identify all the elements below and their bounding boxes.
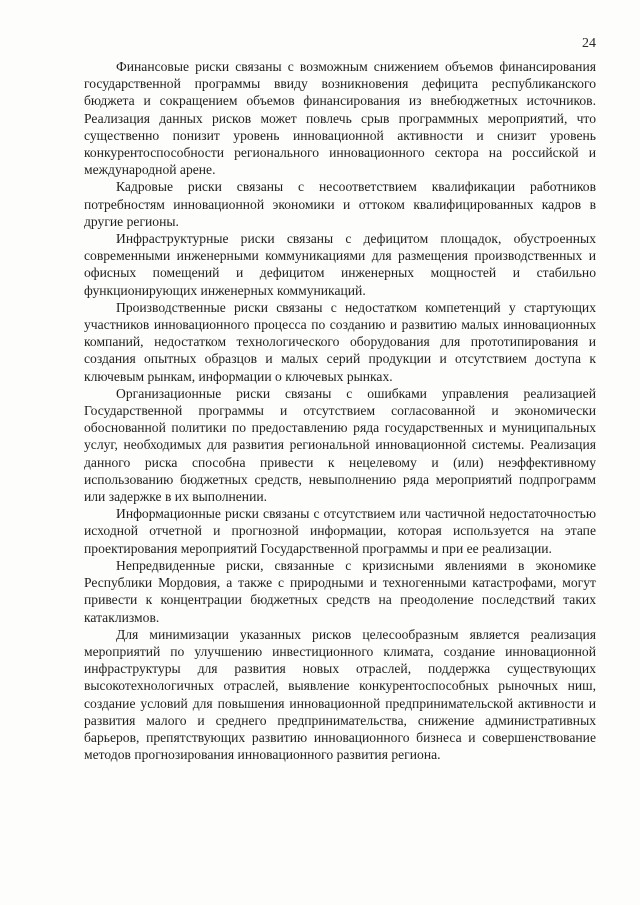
paragraph-personnel-risks: Кадровые риски связаны с несоответствием квалификации работников потребностям инновационной экономики и оттоком квалифицированных кадров в другие регионы. [84,179,596,229]
paragraph-unforeseen-risks: Непредвиденные риски, связанные с кризисными явлениями в экономике Республики Мордовия, а также с природными и техногенными катастрофами, могут привести к концентрации бюджетных средств на преодоление последствий таких катаклизмов. [84,557,596,625]
paragraph-financial-risks: Финансовые риски связаны с возможным снижением объемов финансирования государственной программы ввиду возникновения дефицита республиканского бюджета и сокращением объемов финансирования из внебюджетных источников. Реализация данных рисков может повлечь срыв программных мероприятий, что существенно понизит уровень инновационной активности и снизит уровень конкурентоспособности регионального инновационного сектора на российской и международной арене. [84,59,596,178]
paragraph-risk-mitigation: Для минимизации указанных рисков целесообразным является реализация мероприятий по улучшению инвестиционного климата, создание инновационной инфраструктуры для развития новых отраслей, поддержка существующих высокотехнологичных отраслей, выявление конкурентоспособных рыночных ниш, создание условий для повышения инновационной предпринимательской активности и развития малого и среднего предпринимательства, снижение административных барьеров, препятствующих развитию инновационного бизнеса и совершенствование методов прогнозирования инновационного развития региона. [84,626,596,763]
paragraph-information-risks: Информационные риски связаны с отсутствием или частичной недостаточностью исходной отчетной и прогнозной информации, которая используется на этапе проектирования мероприятий Государственной программы и при ее реализации. [84,506,596,556]
paragraph-production-risks: Производственные риски связаны с недостатком компетенций у стартующих участников инновационного процесса по созданию и развитию малых инновационных компаний, недостатком технологического оборудования для прототипирования и создания опытных образцов и малых серий продукции и отсутствием доступа к ключевым рынкам, информации о ключевых рынках. [84,299,596,384]
paragraph-infrastructure-risks: Инфраструктурные риски связаны с дефицитом площадок, обустроенных современными инженерными коммуникациями для размещения производственных и офисных помещений и дефицитом инженерных мощностей и стабильно функционирующих инженерных коммуникаций. [84,231,596,298]
paragraph-organizational-risks: Организационные риски связаны с ошибками управления реализацией Государственной программы и отсутствием согласованной и экономически обоснованной политики по предоставлению ряда государственных и муниципальных услуг, необходимых для развития региональной инновационной системы. Реализация данного риска способна привести к нецелевому и (или) неэффективному использованию бюджетных средств, невыполнению ряда мероприятий подпрограмм или задержке в их выполнении. [84,385,596,505]
document-body [84,58,596,763]
page-number: 24 [582,36,596,51]
